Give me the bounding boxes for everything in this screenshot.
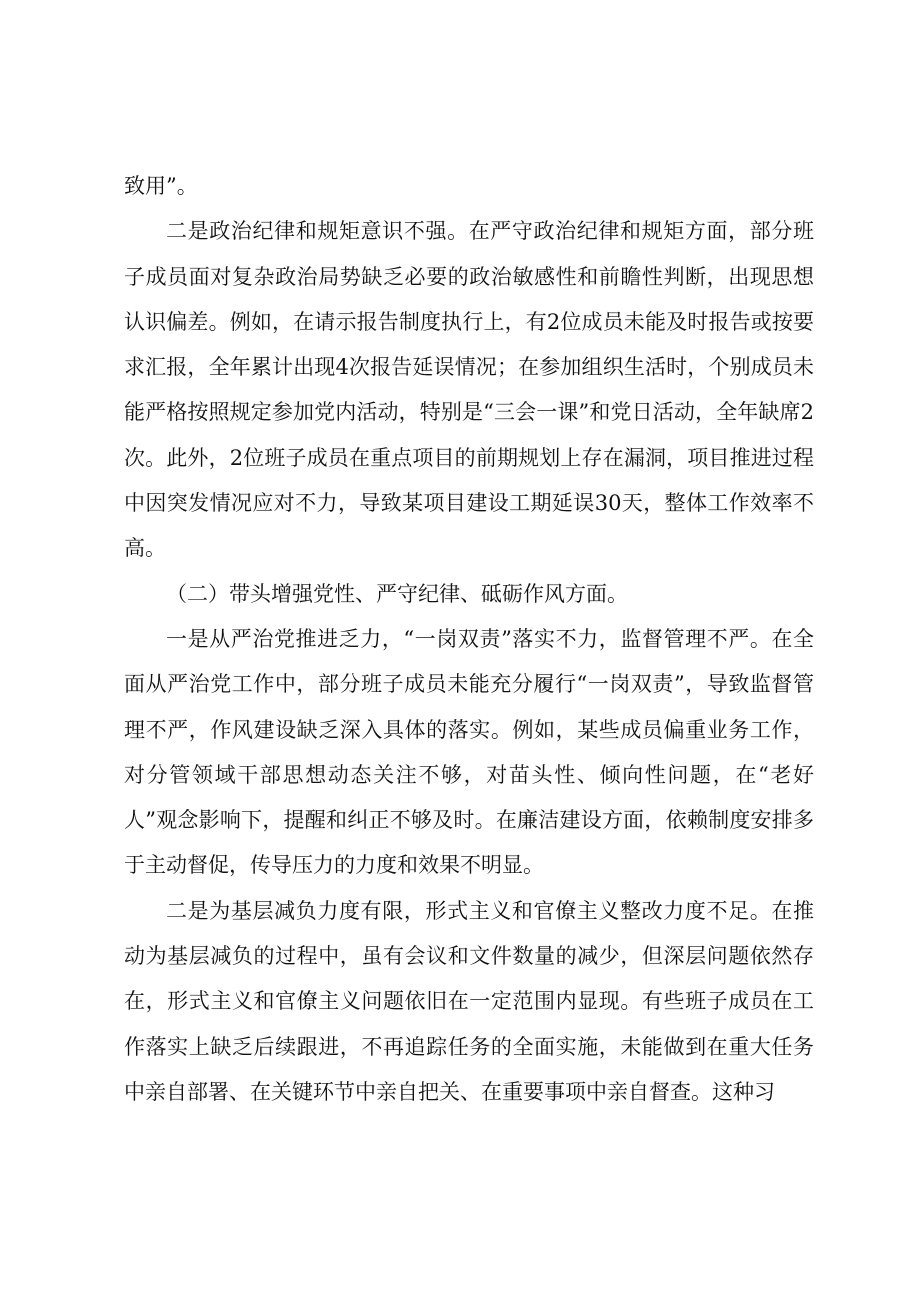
paragraph-continuation: 致用”。 (124, 174, 198, 198)
section-heading-2: （二）带头增强党性、严守纪律、砥砺作风方面。 (166, 581, 628, 606)
document-body (124, 164, 814, 1115)
paragraph-grassroots-burden: 二是为基层减负力度有限，形式主义和官僚主义整改力度不足。在推动为基层减负的过程中，虽有会议和文件数量的减少，但深层问题依然存在，形式主义和官僚主义问题依旧在一定范围内显现。有些班子成员在工作落实上缺乏后续跟进，不再追踪任务的全面实施，未能做到在重大任务中亲自部署、在关键环节中亲自把关、在重要事项中亲自督查。这种习 (124, 898, 814, 1104)
paragraph-party-governance: 一是从严治党推进乏力，“一岗双责”落实不力，监督管理不严。在全面从严治党工作中，部分班子成员未能充分履行“一岗双责”，导致监督管理不严，作风建设缺乏深入具体的落实。例如，某些成员偏重业务工作，对分管领域干部思想动态关注不够，对苗头性、倾向性问题，在“老好人”观念影响下，提醒和纠正不够及时。在廉洁建设方面，依赖制度安排多于主动督促，传导压力的力度和效果不明显。 (124, 626, 814, 878)
paragraph-political-discipline: 二是政治纪律和规矩意识不强。在严守政治纪律和规矩方面，部分班子成员面对复杂政治局势缺乏必要的政治敏感性和前瞻性判断，出现思想认识偏差。例如，在请示报告制度执行上，有2位成员未能及时报告或按要求汇报，全年累计出现4次报告延误情况；在参加组织生活时，个别成员未能严格按照规定参加党内活动，特别是“三会一课”和党日活动，全年缺席2次。此外，2位班子成员在重点项目的前期规划上存在漏洞，项目推进过程中因突发情况应对不力，导致某项目建设工期延误30天，整体工作效率不高。 (124, 219, 814, 561)
